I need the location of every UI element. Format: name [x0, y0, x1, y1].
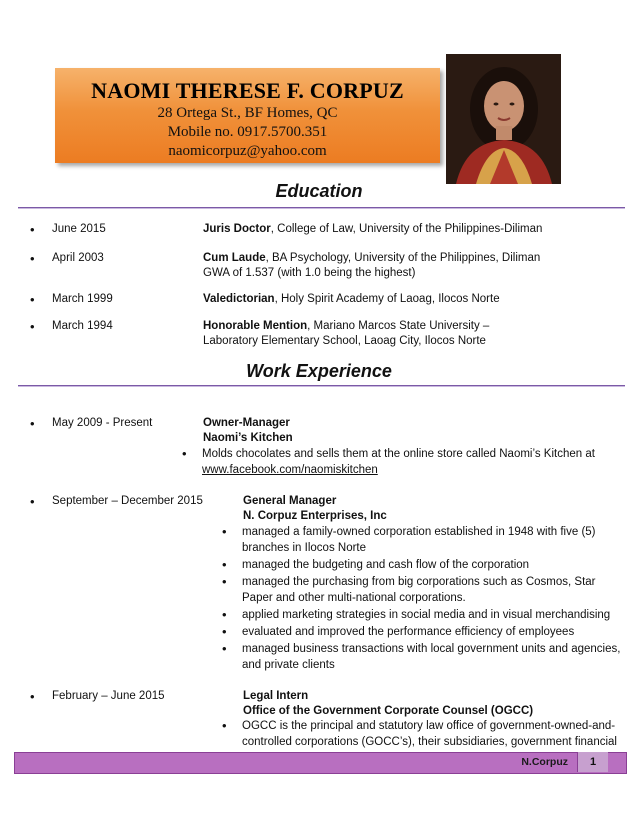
page-number: 1 — [577, 752, 608, 772]
header-banner — [55, 68, 440, 163]
job-bullet — [222, 557, 530, 575]
address: 28 Ortega St., BF Homes, QC — [157, 105, 338, 121]
education-item — [30, 319, 113, 336]
education-detail — [203, 251, 540, 281]
job-header — [203, 416, 293, 446]
education-item — [30, 292, 113, 309]
job-date: February – June 2015 — [52, 690, 165, 702]
job-date: May 2009 - Present — [52, 417, 153, 429]
job-bullet — [222, 624, 575, 642]
education-date: April 2003 — [52, 252, 104, 264]
bullet-text: managed business transactions with local government units and agencies, — [242, 643, 621, 655]
education-detail — [203, 222, 542, 237]
job-entry — [30, 494, 203, 511]
degree-title: Juris Doctor — [203, 223, 271, 235]
bullet-icon: • — [222, 624, 227, 639]
education-heading: Education — [275, 181, 363, 201]
job-header — [243, 689, 533, 719]
bullet-text: Molds chocolates and sells them at the online store called Naomi’s Kitchen at — [202, 448, 595, 460]
bullet-text: OGCC is the principal and statutory law office of government-owned-and- — [242, 720, 616, 732]
job-entry — [30, 689, 165, 706]
bullet-icon: • — [222, 524, 227, 539]
applicant-name: NAOMI THERESE F. CORPUZ — [91, 78, 404, 103]
bullet-icon: • — [222, 641, 227, 656]
work-experience-heading: Work Experience — [246, 361, 392, 381]
education-divider — [18, 207, 625, 208]
bullet-continuation: branches in Ilocos Norte — [242, 542, 367, 554]
bullet-text: managed the purchasing from big corporations such as Cosmos, Star — [242, 576, 596, 588]
mobile-number: Mobile no. 0917.5700.351 — [167, 124, 328, 140]
job-header — [243, 494, 387, 524]
education-item — [30, 222, 106, 239]
job-bullet — [222, 574, 596, 592]
bullet-icon: • — [222, 574, 227, 589]
job-org: Naomi’s Kitchen — [203, 432, 293, 444]
bullet-icon: • — [30, 292, 35, 307]
degree-title: Valedictorian — [203, 293, 275, 305]
bullet-continuation: and private clients — [242, 659, 335, 671]
job-role: General Manager — [243, 495, 337, 507]
bullet-text: managed a family-owned corporation established in 1948 with five (5) — [242, 526, 596, 538]
bullet-icon: • — [222, 607, 227, 622]
bullet-icon: • — [30, 416, 35, 431]
education-item — [30, 251, 104, 268]
bullet-icon: • — [30, 222, 35, 237]
facebook-link[interactable]: www.facebook.com/naomiskitchen — [202, 464, 378, 476]
detail-line: Laboratory Elementary School, Laoag City, Ilocos Norte — [203, 335, 486, 347]
education-detail — [203, 292, 500, 307]
bullet-text: evaluated and improved the performance efficiency of employees — [242, 626, 575, 638]
email: naomicorpuz@yahoo.com — [168, 143, 327, 159]
degree-title: Honorable Mention — [203, 320, 308, 332]
job-bullet — [222, 607, 611, 625]
job-org: N. Corpuz Enterprises, Inc — [243, 510, 387, 522]
bullet-text: applied marketing strategies in social media and in visual merchandising — [242, 609, 611, 621]
detail-line: , Holy Spirit Academy of Laoag, Ilocos Norte — [274, 293, 500, 305]
job-entry — [30, 416, 153, 433]
footer-name: N.Corpuz — [521, 756, 568, 768]
education-date: March 1999 — [52, 293, 113, 305]
work-divider — [18, 385, 625, 386]
detail-line: , Mariano Marcos State University – — [307, 320, 490, 332]
bullet-icon: • — [222, 718, 227, 733]
job-org: Office of the Government Corporate Counsel (OGCC) — [243, 705, 534, 717]
detail-line: , College of Law, University of the Philippines-Diliman — [270, 223, 543, 235]
bullet-icon: • — [222, 557, 227, 572]
bullet-continuation: Paper and other multi-national corporations. — [242, 592, 466, 604]
job-bullet — [222, 718, 616, 736]
degree-title: Cum Laude — [203, 252, 266, 264]
detail-line: , BA Psychology, University of the Philippines, Diliman — [265, 252, 541, 264]
bullet-icon: • — [30, 689, 35, 704]
bullet-icon: • — [182, 446, 187, 461]
detail-line: GWA of 1.537 (with 1.0 being the highest) — [203, 267, 416, 279]
bullet-continuation: controlled corporations (GOCC’s), their subsidiaries, government financial — [242, 736, 617, 748]
job-bullet — [182, 446, 595, 464]
job-date: September – December 2015 — [52, 495, 203, 507]
job-role: Owner-Manager — [203, 417, 290, 429]
bullet-icon: • — [30, 494, 35, 509]
bullet-icon: • — [30, 319, 35, 334]
job-bullet — [222, 641, 621, 659]
education-date: March 1994 — [52, 320, 113, 332]
bullet-icon: • — [30, 251, 35, 266]
job-bullet — [222, 524, 596, 542]
profile-photo — [446, 54, 561, 184]
job-role: Legal Intern — [243, 690, 309, 702]
education-detail — [203, 319, 489, 349]
education-date: June 2015 — [52, 223, 106, 235]
bullet-text: managed the budgeting and cash flow of the corporation — [242, 559, 530, 571]
